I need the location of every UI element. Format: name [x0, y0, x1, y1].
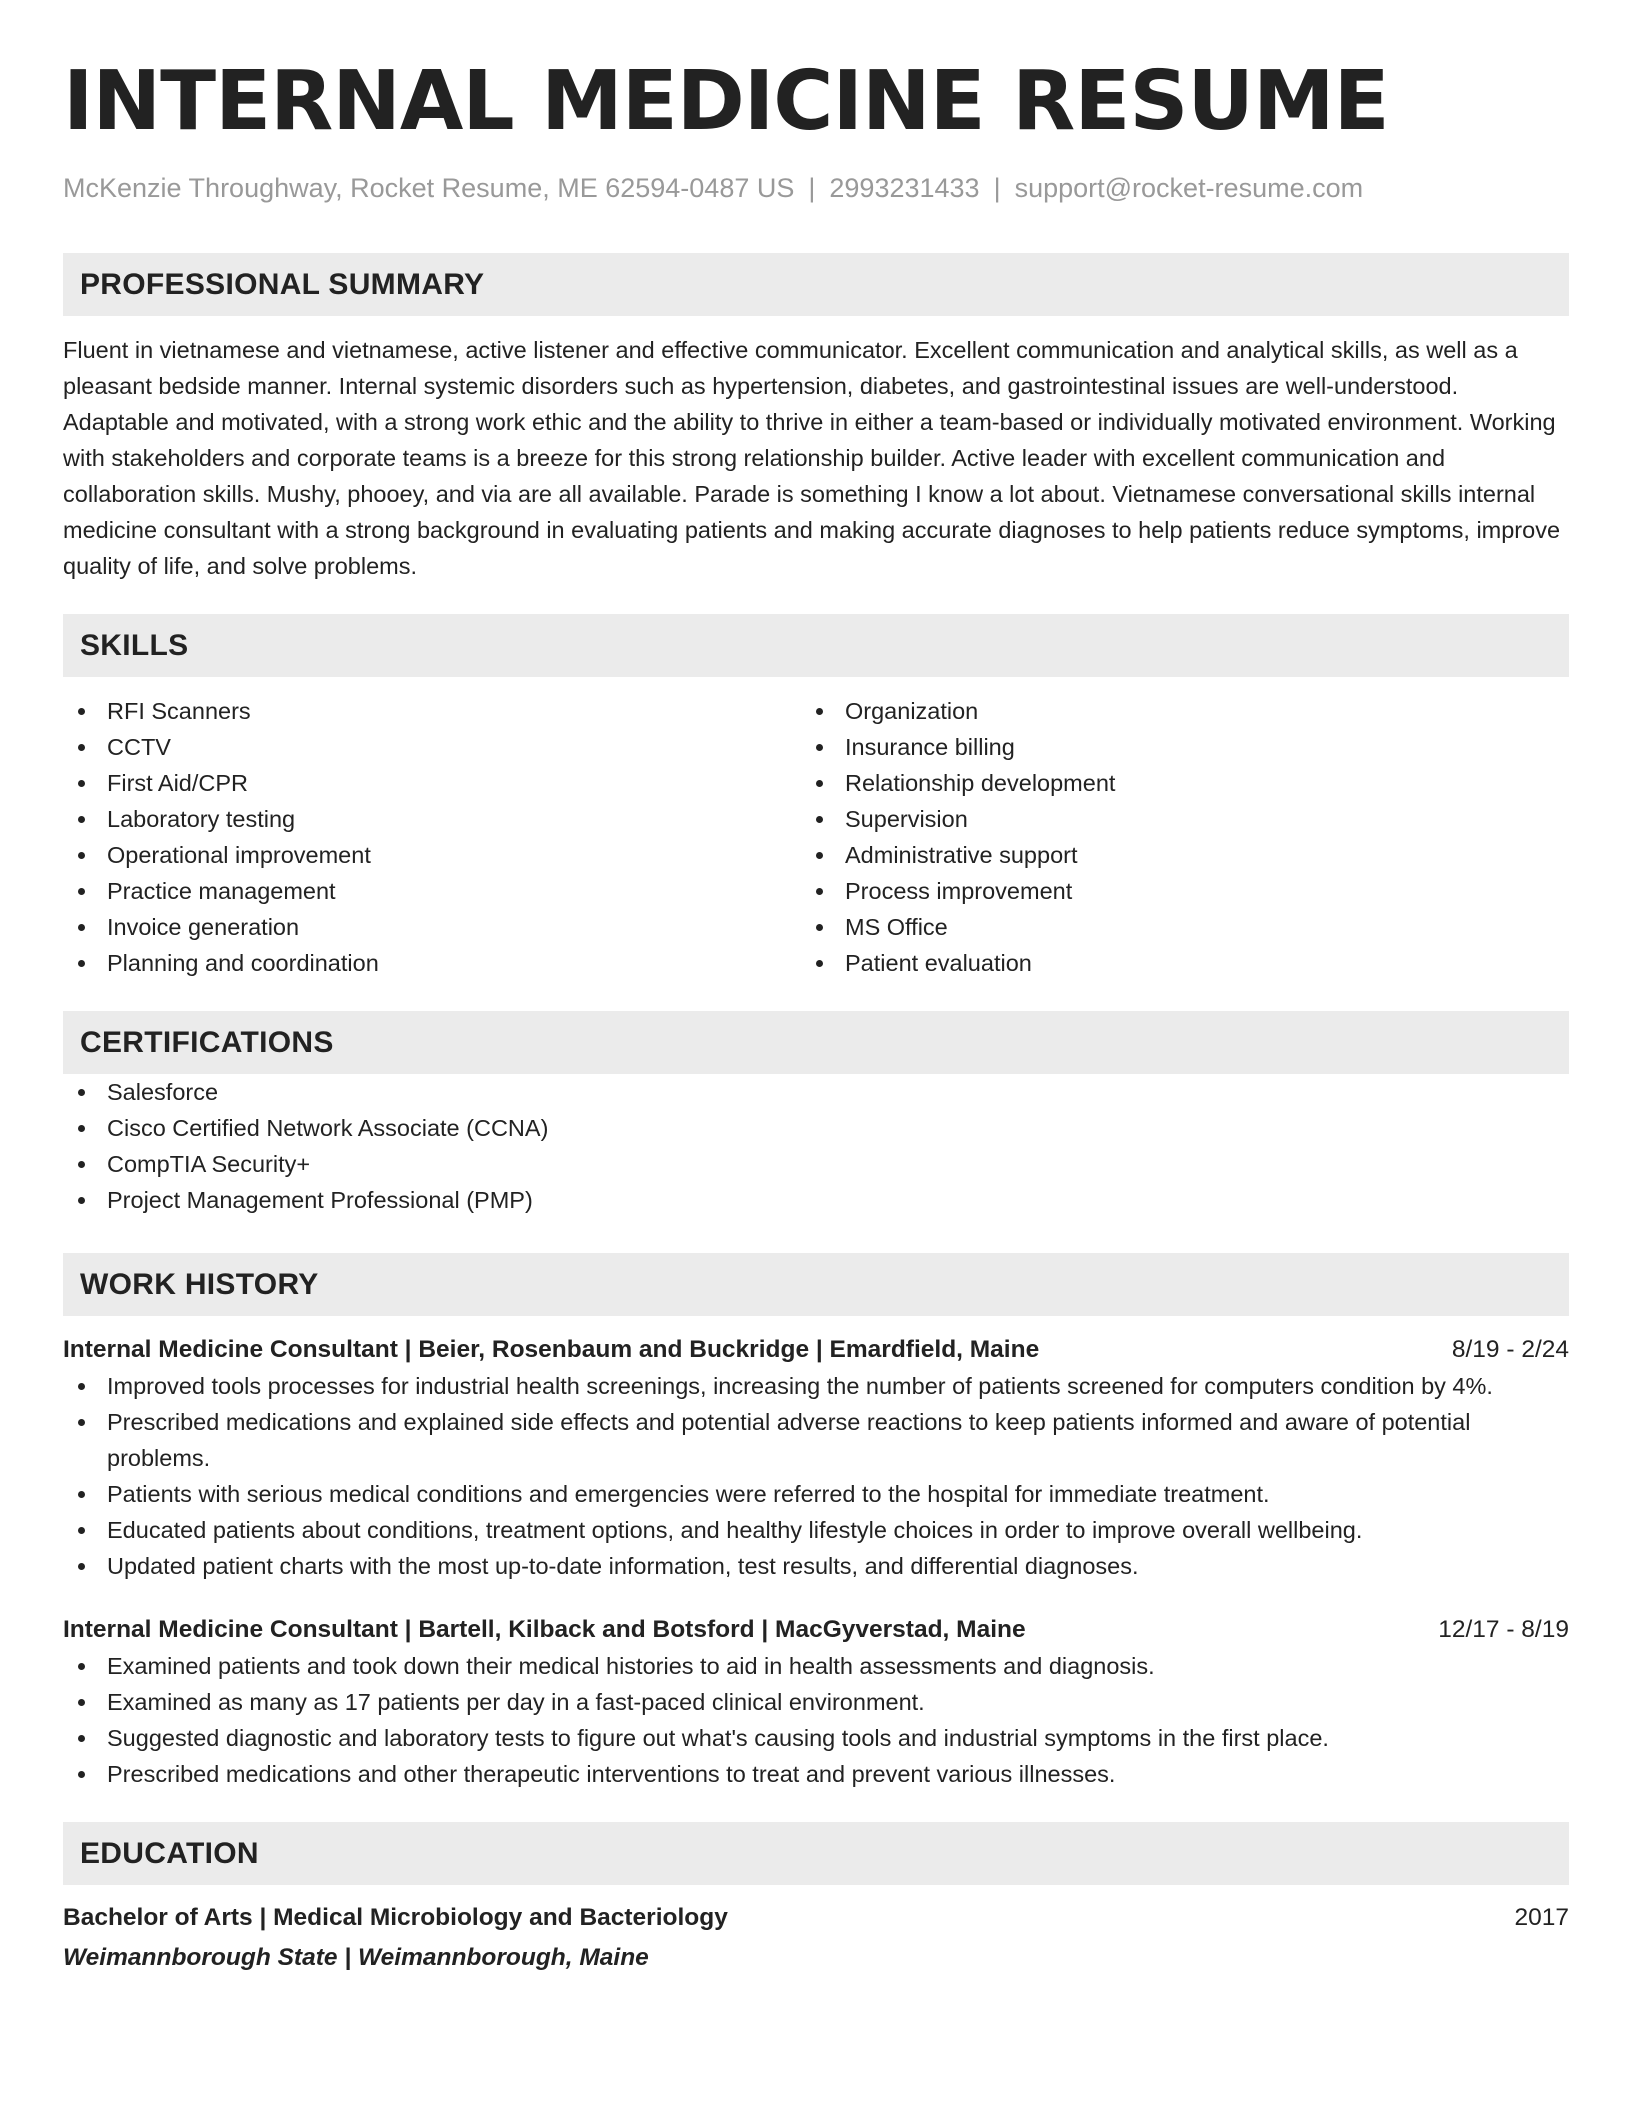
- certification-item: CompTIA Security+: [63, 1146, 1569, 1182]
- job-bullets: [63, 1368, 1569, 1584]
- work-history-heading: WORK HISTORY: [63, 1253, 1569, 1316]
- job-title: Internal Medicine Consultant | Bartell, Kilback and Botsford | MacGyverstad, Maine: [63, 1616, 1026, 1644]
- job-bullet: Improved tools processes for industrial health screenings, increasing the number of patients screened for computers condition by 4%.: [63, 1368, 1569, 1404]
- contact-email: support@rocket-resume.com: [1014, 173, 1364, 203]
- job-bullet: Prescribed medications and explained side effects and potential adverse reactions to keep patients informed and aware of potential problems.: [63, 1404, 1569, 1476]
- job-bullet: Prescribed medications and other therapeutic interventions to treat and prevent various illnesses.: [63, 1756, 1569, 1792]
- skill-item: Supervision: [801, 801, 1539, 837]
- job-header: [63, 1332, 1569, 1368]
- job-bullet: Examined as many as 17 patients per day in a fast-paced clinical environment.: [63, 1684, 1569, 1720]
- job-entry: [63, 1612, 1569, 1792]
- skill-item: Administrative support: [801, 837, 1539, 873]
- work-history-section: [63, 1253, 1569, 1792]
- education-section: [63, 1822, 1569, 1976]
- skills-grid: [63, 693, 1569, 981]
- skills-section: [63, 614, 1569, 981]
- certification-item: Cisco Certified Network Associate (CCNA): [63, 1110, 1569, 1146]
- job-bullet: Examined patients and took down their medical histories to aid in health assessments and diagnosis.: [63, 1648, 1569, 1684]
- contact-phone: 2993231433: [829, 173, 980, 203]
- skill-item: Patient evaluation: [801, 945, 1539, 981]
- skill-item: Process improvement: [801, 873, 1539, 909]
- summary-heading: PROFESSIONAL SUMMARY: [63, 253, 1569, 316]
- skill-item: Insurance billing: [801, 729, 1539, 765]
- summary-text: Fluent in vietnamese and vietnamese, active listener and effective communicator. Excellent communication and analytical skills, as well as a pleasant bedside manner. Internal systemic disorders such as hypertension, diabetes, and gastrointestinal issues are well-understood. Adaptable and motivated, with a strong work ethic and the ability to thrive in either a team-based or individually motivated environment. Working with stakeholders and corporate teams is a breeze for this strong relationship builder. Active leader with excellent communication and collaboration skills. Mushy, phooey, and via are all available. Parade is something I know a lot about. Vietnamese conversational skills internal medicine consultant with a strong background in evaluating patients and making accurate diagnoses to help patients reduce symptoms, improve quality of life, and solve problems.: [63, 337, 1561, 580]
- certification-item: Salesforce: [63, 1074, 1569, 1110]
- education-degree: Bachelor of Arts | Medical Microbiology and Bacteriology: [63, 1904, 728, 1932]
- skills-list-left: [63, 693, 801, 981]
- contact-separator: |: [808, 173, 816, 203]
- certifications-heading: CERTIFICATIONS: [63, 1011, 1569, 1074]
- contact-address: McKenzie Throughway, Rocket Resume, ME 62594-0487 US: [63, 173, 795, 203]
- skills-list-right: [801, 693, 1539, 981]
- job-bullet: Patients with serious medical conditions and emergencies were referred to the hospital for immediate treatment.: [63, 1476, 1569, 1512]
- job-title: Internal Medicine Consultant | Beier, Rosenbaum and Buckridge | Emardfield, Maine: [63, 1336, 1040, 1364]
- resume-title: INTERNAL MEDICINE RESUME: [63, 54, 1389, 149]
- education-entry: [63, 1900, 1569, 1976]
- skill-item: CCTV: [63, 729, 801, 765]
- contact-line: [63, 172, 1569, 204]
- skill-item: Relationship development: [801, 765, 1539, 801]
- skill-item: Invoice generation: [63, 909, 801, 945]
- education-heading: EDUCATION: [63, 1822, 1569, 1885]
- job-dates: 12/17 - 8/19: [1438, 1616, 1569, 1644]
- certifications-section: [63, 1011, 1569, 1218]
- education-header: [63, 1900, 1569, 1936]
- contact-separator: |: [993, 173, 1001, 203]
- job-entry: [63, 1332, 1569, 1584]
- job-bullets: [63, 1648, 1569, 1792]
- skill-item: Practice management: [63, 873, 801, 909]
- skill-item: Operational improvement: [63, 837, 801, 873]
- skill-item: MS Office: [801, 909, 1539, 945]
- job-header: [63, 1612, 1569, 1648]
- education-school: Weimannborough State | Weimannborough, Maine: [63, 1944, 649, 1972]
- skill-item: Planning and coordination: [63, 945, 801, 981]
- job-dates: 8/19 - 2/24: [1451, 1336, 1569, 1364]
- certification-item: Project Management Professional (PMP): [63, 1182, 1569, 1218]
- education-year: 2017: [1514, 1904, 1569, 1932]
- certifications-list: [63, 1074, 1569, 1218]
- job-bullet: Educated patients about conditions, treatment options, and healthy lifestyle choices in order to improve overall wellbeing.: [63, 1512, 1569, 1548]
- job-bullet: Suggested diagnostic and laboratory tests to figure out what's causing tools and industrial symptoms in the first place.: [63, 1720, 1569, 1756]
- job-bullet: Updated patient charts with the most up-to-date information, test results, and differential diagnoses.: [63, 1548, 1569, 1584]
- skills-heading: SKILLS: [63, 614, 1569, 677]
- skill-item: Laboratory testing: [63, 801, 801, 837]
- skill-item: RFI Scanners: [63, 693, 801, 729]
- skill-item: First Aid/CPR: [63, 765, 801, 801]
- summary-section: [63, 253, 1569, 584]
- skill-item: Organization: [801, 693, 1539, 729]
